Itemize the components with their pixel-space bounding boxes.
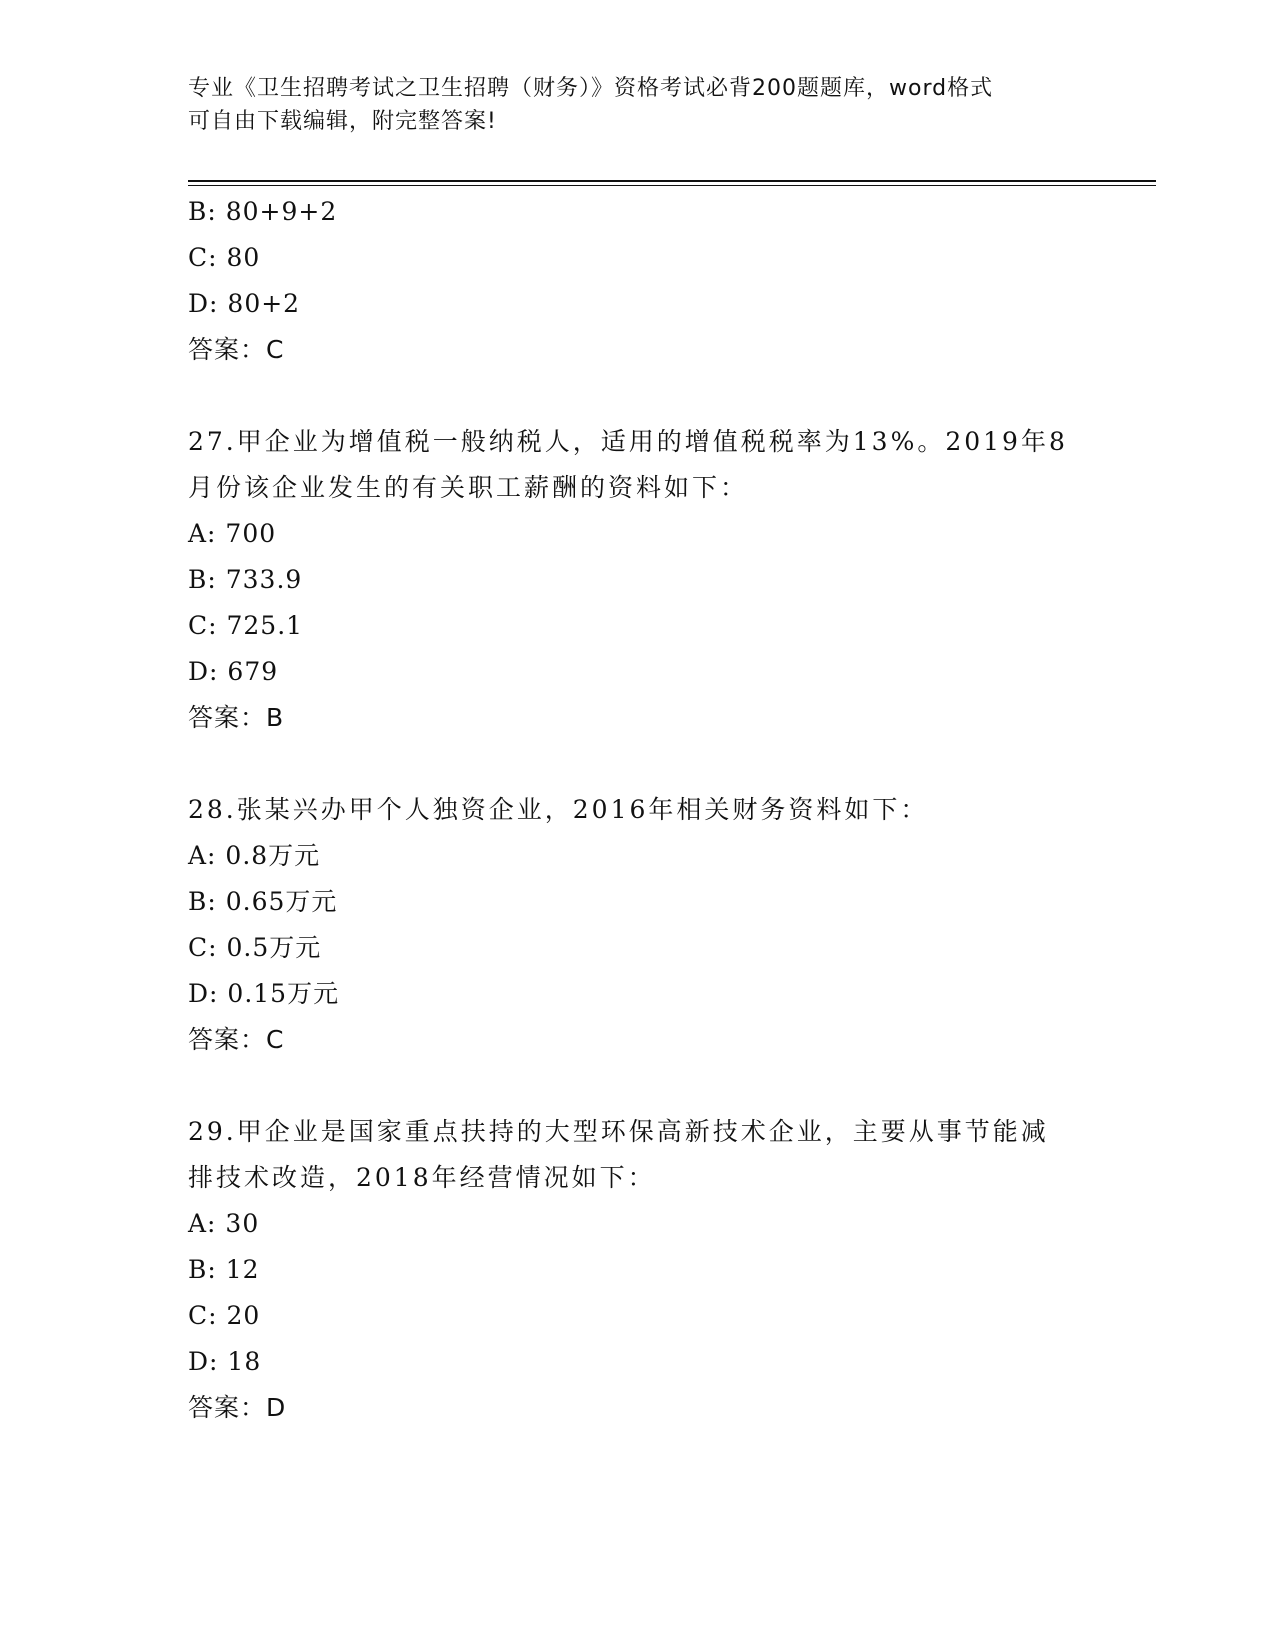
- question-text-line: 排技术改造，2018年经营情况如下：: [188, 1163, 656, 1192]
- document-header: [188, 72, 1088, 138]
- option-d: D: 80+2: [188, 289, 301, 318]
- option-a: A: 0.8万元: [188, 841, 321, 870]
- option-d: D: 18: [188, 1347, 262, 1376]
- question-text-line: 29.甲企业是国家重点扶持的大型环保高新技术企业，主要从事节能减: [188, 1117, 1049, 1146]
- header-divider-thin: [188, 185, 1156, 186]
- option-b: B: 80+9+2: [188, 197, 338, 226]
- header-divider-thick: [188, 180, 1156, 182]
- answer-line: 答案：D: [188, 1393, 287, 1422]
- question-text-line: 28.张某兴办甲个人独资企业，2016年相关财务资料如下：: [188, 795, 929, 824]
- spacer: [188, 1063, 1088, 1109]
- option-c: C: 0.5万元: [188, 933, 322, 962]
- prev-question-block: [188, 189, 1088, 373]
- option-b: B: 12: [188, 1255, 260, 1284]
- question-27: [188, 419, 1088, 741]
- option-b: B: 0.65万元: [188, 887, 338, 916]
- question-text-line: 27.甲企业为增值税一般纳税人，适用的增值税税率为13%。2019年8: [188, 427, 1068, 456]
- question-28: [188, 787, 1088, 1063]
- option-a: A: 30: [188, 1209, 260, 1238]
- header-line-2: 可自由下载编辑，附完整答案!: [188, 109, 497, 134]
- answer-line: 答案：C: [188, 335, 285, 364]
- option-c: C: 725.1: [188, 611, 304, 640]
- header-line-1: 专业《卫生招聘考试之卫生招聘（财务）》资格考试必背200题题库，word格式: [188, 76, 994, 101]
- spacer: [188, 373, 1088, 419]
- option-d: D: 0.15万元: [188, 979, 340, 1008]
- answer-line: 答案：B: [188, 703, 285, 732]
- option-d: D: 679: [188, 657, 279, 686]
- option-c: C: 20: [188, 1301, 261, 1330]
- question-text-line: 月份该企业发生的有关职工薪酬的资料如下：: [188, 473, 749, 502]
- question-29: [188, 1109, 1088, 1431]
- option-a: A: 700: [188, 519, 277, 548]
- answer-line: 答案：C: [188, 1025, 285, 1054]
- option-b: B: 733.9: [188, 565, 303, 594]
- option-c: C: 80: [188, 243, 261, 272]
- document-body: [188, 189, 1088, 1431]
- spacer: [188, 741, 1088, 787]
